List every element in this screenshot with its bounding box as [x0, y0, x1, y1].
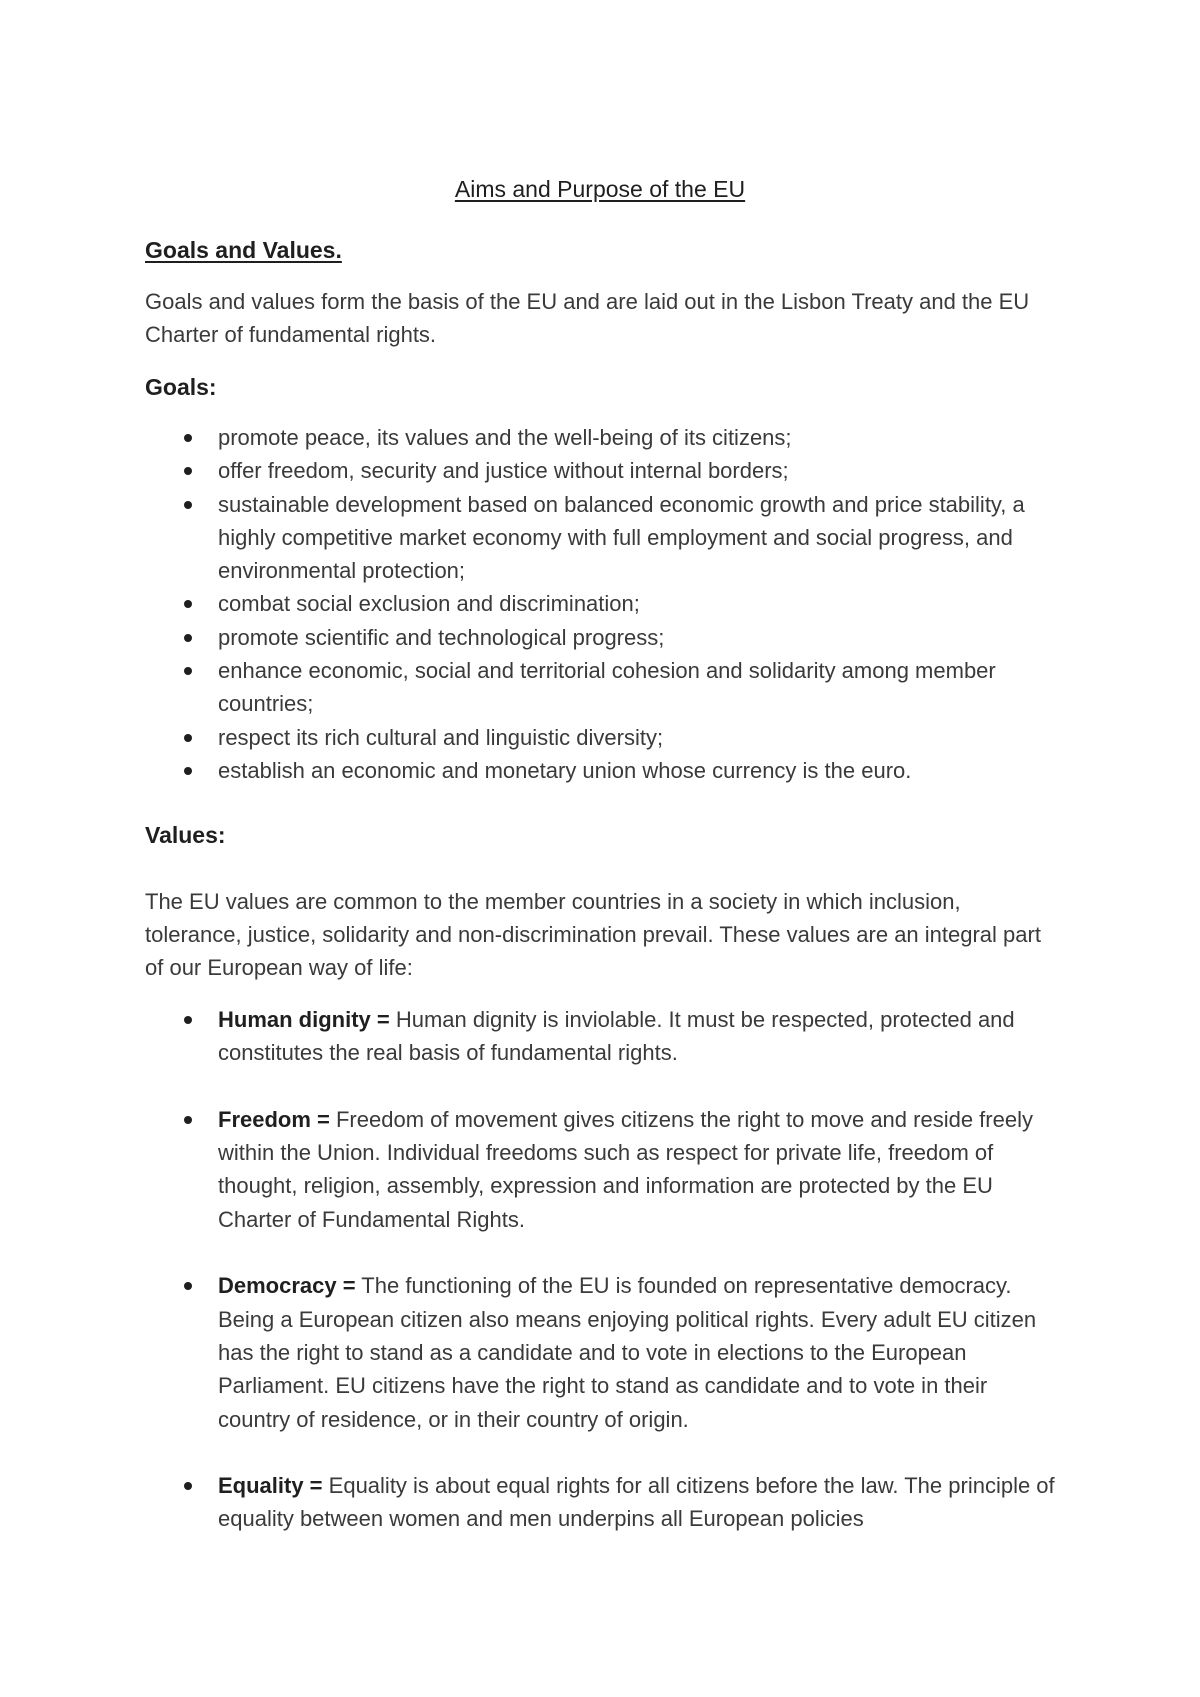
- value-item-human-dignity: [145, 1003, 1065, 1070]
- goals-list: [145, 421, 1065, 787]
- bullet-icon: [184, 634, 192, 642]
- value-term: Democracy =: [218, 1273, 356, 1299]
- values-list: [145, 1003, 1065, 1569]
- goal-item: sustainable development based on balanced economic growth and price stability, a highly competitive market economy with full employment and social progress, and environmental protection;: [145, 488, 1065, 588]
- value-text: Freedom of movement gives citizens the right to move and reside freely within the Union. Individual freedoms such as respect for private life, freedom of thought, religion, assembly, expression and information are protected by the EU Charter of Fundamental Rights.: [218, 1106, 1033, 1232]
- value-term: Human dignity =: [218, 1007, 390, 1032]
- value-text: Human dignity is inviolable. It must be respected, protected and constitutes the real basis of fundamental rights.: [218, 1007, 1015, 1066]
- goal-item: enhance economic, social and territorial cohesion and solidarity among member countries;: [145, 654, 1065, 721]
- bullet-icon: [184, 767, 192, 775]
- bullet-icon: [184, 467, 192, 475]
- bullet-icon: [184, 600, 192, 608]
- goal-item: offer freedom, security and justice without internal borders;: [145, 454, 1065, 487]
- document-title: Aims and Purpose of the EU: [454, 176, 746, 202]
- goal-item: promote peace, its values and the well-being of its citizens;: [145, 421, 1065, 454]
- bullet-icon: [184, 667, 192, 675]
- value-text: Equality is about equal rights for all citizens before the law. The principle of equality between women and men underpins all European policies: [218, 1473, 1055, 1532]
- bullet-icon: [184, 1116, 192, 1124]
- goal-item: establish an economic and monetary union whose currency is the euro.: [145, 754, 1065, 787]
- bullet-icon: [184, 434, 192, 442]
- bullet-icon: [184, 1282, 192, 1290]
- goal-item: respect its rich cultural and linguistic diversity;: [145, 721, 1065, 754]
- values-intro-paragraph: The EU values are common to the member countries in a society in which inclusion, tolerance, justice, solidarity and non-discrimination prevail. These values are an integral part of our European way of life:: [145, 889, 1041, 980]
- section-heading: Goals and Values.: [145, 237, 342, 263]
- value-term: Freedom =: [218, 1106, 330, 1132]
- value-item-equality: [145, 1469, 1065, 1536]
- document-page: [145, 0, 1065, 1697]
- bullet-icon: [184, 1016, 192, 1024]
- value-item-freedom: [145, 1103, 1065, 1236]
- goals-heading: Goals:: [145, 374, 217, 400]
- values-heading: Values:: [145, 822, 226, 848]
- bullet-icon: [184, 734, 192, 742]
- bullet-icon: [184, 501, 192, 509]
- goal-item: combat social exclusion and discrimination;: [145, 587, 1065, 620]
- value-item-democracy: [145, 1269, 1065, 1435]
- goal-item: promote scientific and technological progress;: [145, 621, 1065, 654]
- value-term: Equality =: [218, 1473, 323, 1499]
- bullet-icon: [184, 1482, 192, 1490]
- intro-paragraph: Goals and values form the basis of the EU and are laid out in the Lisbon Treaty and the EU Charter of fundamental rights.: [145, 289, 1030, 347]
- value-text: The functioning of the EU is founded on representative democracy. Being a European citizen also means enjoying political rights. Every adult EU citizen has the right to stand as a candidate and to vote in elections to the European Parliament. EU citizens have the right to stand as candidate and to vote in their country of residence, or in their country of origin.: [218, 1273, 1037, 1432]
